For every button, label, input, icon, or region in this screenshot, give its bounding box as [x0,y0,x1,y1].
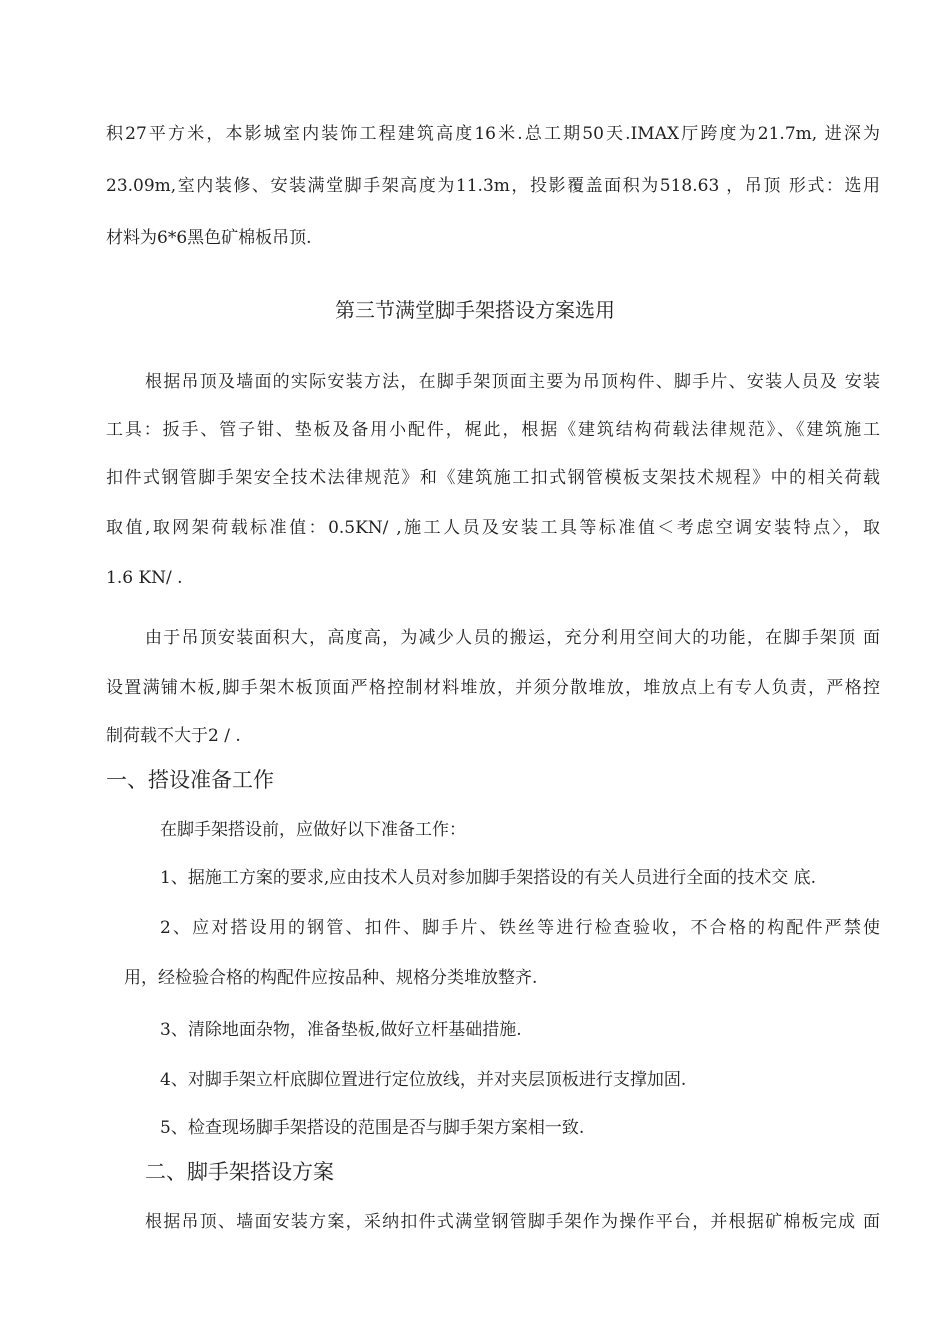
paragraph-platform-line-3: 制荷载不大于2 / . [106,726,241,746]
paragraph-plan-line-1: 根据吊顶、墙面安装方案，采纳扣件式满堂钢管脚手架作为操作平台，并根据矿棉板完成 面 [145,1212,880,1232]
section-title: 第三节满堂脚手架搭设方案选用 [335,298,615,322]
paragraph-load-line-3: 扣件式钢管脚手架安全技术法律规范》和《建筑施工扣式钢管模板支架技术规程》中的相关荷载 [106,468,880,488]
prep-item-3: 3、清除地面杂物，准备垫板,做好立杆基础措施. [160,1020,522,1040]
paragraph-intro-line-1: 积27平方米，本影城室内装饰工程建筑高度16米.总工期50天.IMAX厅跨度为21.7m, 进深为 [106,124,880,144]
paragraph-platform-line-2: 设置满铺木板,脚手架木板顶面严格控制材料堆放，并须分散堆放，堆放点上有专人负责，严格控 [106,678,880,698]
paragraph-load-line-1: 根据吊顶及墙面的实际安装方法，在脚手架顶面主要为吊顶构件、脚手片、安装人员及 安装 [145,372,880,392]
paragraph-intro-line-2: 23.09m,室内装修、安装满堂脚手架高度为11.3m，投影覆盖面积为518.63 ，吊顶 形式：选用 [106,176,880,196]
heading-scaffold-plan: 二、脚手架搭设方案 [145,1160,334,1184]
paragraph-platform-line-1: 由于吊顶安装面积大，高度高，为减少人员的搬运，充分利用空间大的功能，在脚手架顶 面 [145,628,880,648]
paragraph-load-line-4: 取值,取网架荷载标准值：0.5KN/ ,施工人员及安装工具等标准值＜考虑空调安装特点〉，取 [106,518,880,538]
prep-item-2-continued: 用，经检验合格的构配件应按品种、规格分类堆放整齐. [124,968,538,988]
prep-item-5: 5、检查现场脚手架搭设的范围是否与脚手架方案相一致. [160,1118,585,1138]
heading-prep-work: 一、搭设准备工作 [106,768,274,792]
prep-item-2: 2、应对搭设用的钢管、扣件、脚手片、铁丝等进行检查验收，不合格的构配件严禁使 [160,918,880,938]
paragraph-load-line-5: 1.6 KN/ . [106,568,183,588]
paragraph-intro-line-3: 材料为6*6黑色矿棉板吊顶. [106,228,312,248]
prep-item-4: 4、对脚手架立杆底脚位置进行定位放线，并对夹层顶板进行支撑加固. [160,1070,687,1090]
paragraph-load-line-2: 工具：扳手、管子钳、垫板及备用小配件，梶此，根据《建筑结构荷载法律规范》、《建筑施工 [106,420,880,440]
prep-item-1: 1、据施工方案的要求,应由技术人员对参加脚手架搭设的有关人员进行全面的技术交 底. [160,868,817,888]
prep-intro: 在脚手架搭设前，应做好以下准备工作： [160,820,466,840]
